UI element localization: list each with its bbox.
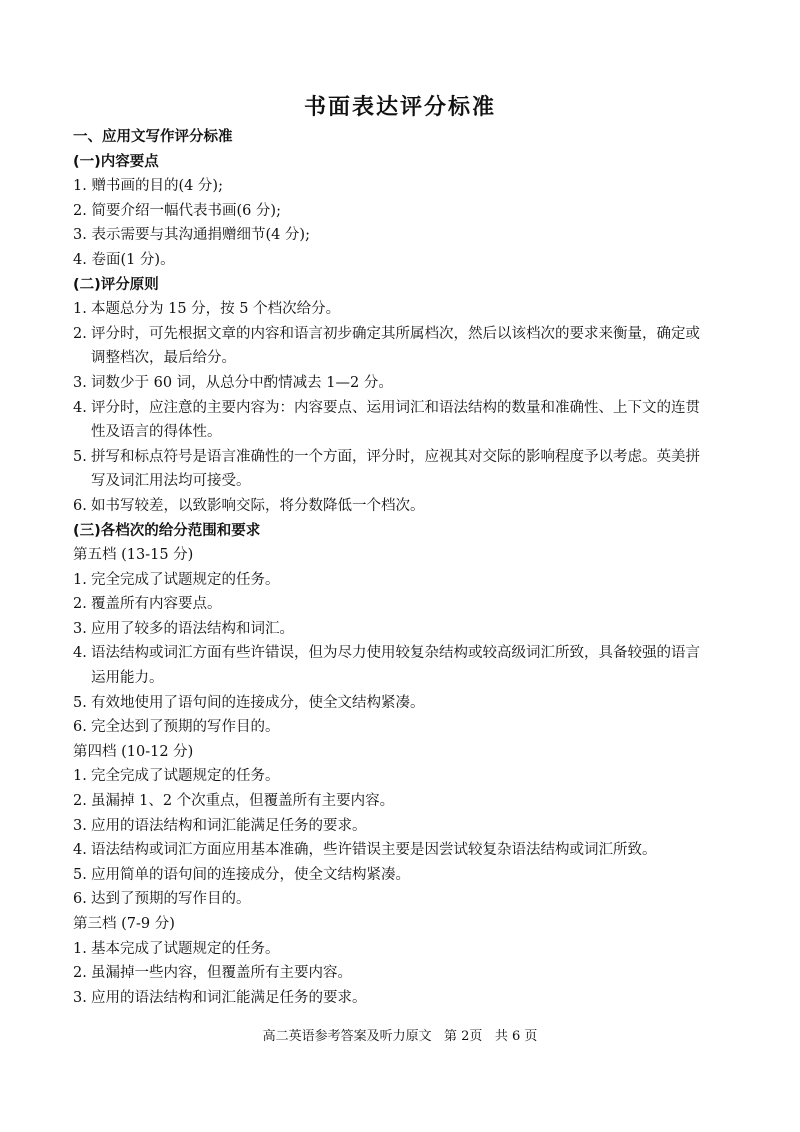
list-item: 1. 赠书画的目的(4 分); [73,178,223,195]
list-item [73,715,733,740]
list-item-text: 运用能力。 [91,670,164,687]
list-item-number: 3. [73,989,87,1006]
document-body [73,125,733,1010]
tier-label: 第三档 (7-9 分) [73,916,175,932]
list-item-text: 完全达到了预期的写作目的。 [91,719,280,736]
list-item [73,764,733,789]
list-item-text: 评分时，可先根据文章的内容和语言初步确定其所属档次，然后以该档次的要求来衡量，确定或 [91,325,700,342]
list-item-text: 调整档次，最后给分。 [91,350,236,367]
list-item-text: 写及词汇用法均可接受。 [91,473,251,490]
list-item-number: 1. [73,940,87,957]
list-item [73,494,733,519]
list-item-number: 2. [73,596,87,613]
tier-label: 第四档 (10-12 分) [73,743,194,760]
list-item-number: 2. [73,793,87,810]
list-item-continuation [73,666,733,691]
part2-list [73,297,733,518]
list-item-number: 2. [73,325,87,342]
list-item-number: 3. [73,374,87,391]
list-item-text: 虽漏掉一些内容，但覆盖所有主要内容。 [91,965,352,982]
list-item [73,322,733,347]
list-item-number: 5. [73,866,87,883]
part1-heading: (一)内容要点 [73,153,159,170]
list-item-text: 性及语言的得体性。 [91,424,222,441]
tier-label: 第五档 (13-15 分) [73,547,194,564]
list-item: 4. 卷面(1 分)。 [73,251,175,268]
page-footer: 高二英语参考答案及听力原文 第 2页 共 6 页 [262,1029,538,1044]
list-item [73,814,733,839]
list-item [73,396,733,421]
list-item [73,445,733,470]
list-item-text: 应用简单的语句间的连接成分，使全文结构紧凑。 [91,866,410,883]
list-item [73,371,733,396]
list-item-text: 有效地使用了语句间的连接成分，使全文结构紧凑。 [91,694,425,711]
list-item-continuation [73,469,733,494]
list-item-number: 5. [73,694,87,711]
list-item [73,568,733,593]
list-item-number: 2. [73,965,87,982]
list-item-text: 拼写和标点符号是语言准确性的一个方面，评分时，应视其对交际的影响程度予以考虑。英美拼 [91,448,700,465]
list-item-number: 3. [73,817,87,834]
list-item-text: 本题总分为 15 分，按 5 个档次给分。 [91,301,341,318]
list-item-text: 基本完成了试题规定的任务。 [91,940,280,957]
list-item-number: 1. [73,301,87,318]
list-item-number: 6. [73,497,87,514]
list-item [73,641,733,666]
list-item-text: 完全完成了试题规定的任务。 [91,768,280,785]
list-item-text: 词数少于 60 词，从总分中酌情减去 1—2 分。 [91,374,393,391]
list-item-text: 语法结构或词汇方面应用基本准确，些许错误主要是因尝试较复杂语法结构或词汇所致。 [91,842,657,859]
list-item [73,789,733,814]
section-heading: 一、应用文写作评分标准 [73,129,233,145]
part3-heading: (三)各档次的给分范围和要求 [73,522,261,539]
list-item-text: 应用了较多的语法结构和词汇。 [91,620,294,637]
list-item-text: 虽漏掉 1、2 个次重点，但覆盖所有主要内容。 [91,793,395,810]
list-item-text: 评分时，应注意的主要内容为：内容要点、运用词汇和语法结构的数量和准确性、上下文的连贯 [91,399,700,416]
list-item-number: 4. [73,645,87,662]
list-item [73,617,733,642]
list-item-number: 4. [73,399,87,416]
part3-list [73,543,733,1010]
list-item-number: 6. [73,891,87,908]
list-item [73,592,733,617]
list-item-text: 完全完成了试题规定的任务。 [91,571,280,588]
list-item-number: 4. [73,842,87,859]
list-item [73,986,733,1011]
list-item: 3. 表示需要与其沟通捐赠细节(4 分); [73,227,310,244]
list-item [73,887,733,912]
list-item [73,961,733,986]
list-item-number: 1. [73,571,87,588]
list-item-text: 语法结构或词汇方面有些许错误，但为尽力使用较复杂结构或较高级词汇所致，具备较强的语言 [91,645,700,662]
list-item-text: 如书写较差，以致影响交际，将分数降低一个档次。 [91,497,425,514]
list-item-number: 1. [73,768,87,785]
list-item [73,297,733,322]
list-item-continuation [73,346,733,371]
list-item-text: 覆盖所有内容要点。 [91,596,222,613]
list-item [73,691,733,716]
part2-heading: (二)评分原则 [73,276,159,293]
list-item-number: 5. [73,448,87,465]
list-item: 2. 简要介绍一幅代表书画(6 分); [73,202,281,219]
list-item [73,838,733,863]
list-item [73,937,733,962]
page-title: 书面表达评分标准 [303,95,496,120]
list-item-text: 应用的语法结构和词汇能满足任务的要求。 [91,989,367,1006]
list-item-number: 3. [73,620,87,637]
list-item-continuation [73,420,733,445]
list-item-text: 应用的语法结构和词汇能满足任务的要求。 [91,817,367,834]
list-item-number: 6. [73,719,87,736]
list-item [73,863,733,888]
list-item-text: 达到了预期的写作目的。 [91,891,251,908]
